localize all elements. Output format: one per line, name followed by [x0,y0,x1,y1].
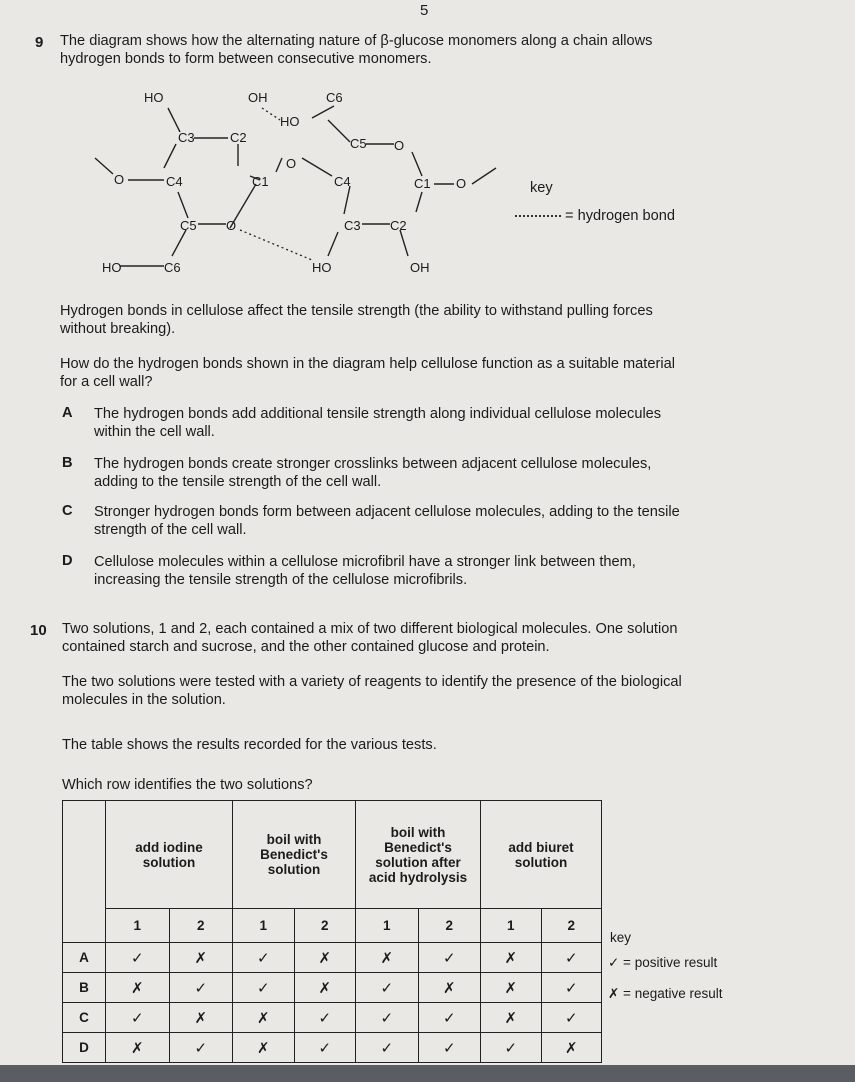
page-edge-shadow [0,1065,855,1082]
bond [276,158,282,172]
bond [168,108,180,132]
table-row-d[interactable] [63,1033,602,1063]
q10-intro-line-1: Two solutions, 1 and 2, each contained a mix of two different biological molecules. One solution [62,621,678,637]
label-o-ring-mid: O [286,156,297,171]
result-cell: ✓ [541,973,602,1003]
row-label: C [63,1003,106,1033]
label-oh-top: OH [248,90,268,105]
result-cell: ✗ [294,943,356,973]
table-subheader-row [63,909,602,943]
q10-prompt: Which row identifies the two solutions? [62,777,313,793]
q10-intro-line-2: contained starch and sucrose, and the other contained glucose and protein. [62,639,550,655]
result-cell: ✓ [356,973,419,1003]
label-c6-bottom: C6 [164,260,181,275]
result-cell: ✗ [418,973,481,1003]
label-c1-right: C1 [414,176,431,191]
bond [312,106,334,118]
subheader-cell: 1 [481,909,542,943]
result-cell: ✓ [233,943,295,973]
result-cell: ✗ [481,973,542,1003]
table-row-b[interactable] [63,973,602,1003]
label-o-ring-left: O [226,218,237,233]
label-o-ring-right: O [394,138,405,153]
header-benedicts [233,801,356,909]
subheader-cell: 2 [418,909,481,943]
bond [164,144,176,168]
bond [172,230,186,256]
question-10-number: 10 [30,622,47,639]
label-c2-left: C2 [230,130,247,145]
header-line: Benedict's [260,847,328,862]
option-line: adding to the tensile strength of the cell wall. [94,474,382,490]
label-c4-mid: C4 [334,174,351,189]
q9-question [60,355,675,391]
q10-paragraph-2 [62,673,682,709]
result-cell: ✓ [418,1003,481,1033]
label-c1-mid: C1 [252,174,269,189]
label-o-link-left: O [114,172,125,187]
result-cell: ✗ [233,1003,295,1033]
result-cell: ✗ [169,1003,233,1033]
header-line: add iodine [135,839,203,855]
option-text [94,405,774,441]
label-ho-top-left: HO [144,90,164,105]
label-ho-bottom-mid: HO [312,260,332,275]
result-cell: ✓ [418,1033,481,1063]
result-cell: ✗ [481,943,542,973]
label-c5-left: C5 [180,218,197,233]
hydrogen-bond-line-icon [515,215,561,217]
option-text [94,553,774,589]
header-line: boil with [390,824,446,840]
table-row-a[interactable] [63,943,602,973]
q10-key-negative: ✗ = negative result [608,986,723,1001]
result-cell: ✓ [294,1033,356,1063]
option-line: Cellulose molecules within a cellulose microfibril have a stronger link between them, [94,554,636,570]
question-9-number: 9 [35,34,44,51]
result-cell: ✓ [294,1003,356,1033]
page-number: 5 [420,2,429,19]
label-o-link-right: O [456,176,467,191]
table-header-row [63,801,602,909]
label-c3-left: C3 [178,130,195,145]
result-cell: ✓ [541,1003,602,1033]
label-c3-right: C3 [344,218,361,233]
bond [472,168,496,184]
result-cell: ✓ [541,943,602,973]
bond [416,192,422,212]
table-row-c[interactable] [63,1003,602,1033]
result-cell: ✗ [294,973,356,1003]
result-cell: ✓ [106,1003,170,1033]
row-label-header [63,801,106,943]
header-line: solution after [375,854,461,870]
label-oh-bottom-right: OH [410,260,430,275]
label-c5-right: C5 [350,136,367,151]
q10-paragraph-3: The table shows the results recorded for the various tests. [62,737,437,753]
result-cell: ✓ [233,973,295,1003]
option-line: within the cell wall. [94,424,215,440]
q10-para-line-1: The two solutions were tested with a variety of reagents to identify the presence of the biological [62,674,682,690]
subheader-cell: 1 [106,909,170,943]
result-cell: ✗ [106,1033,170,1063]
result-cell: ✓ [418,943,481,973]
q9-key-title: key [530,180,553,196]
option-line: The hydrogen bonds add additional tensile strength along individual cellulose molecules [94,406,662,422]
q9-para-line-2: without breaking). [60,321,176,337]
option-line: increasing the tensile strength of the cellulose microfibrils. [94,572,468,588]
subheader-cell: 1 [356,909,419,943]
result-cell: ✓ [356,1003,419,1033]
header-benedicts-hydrolysis [356,801,481,909]
option-line: The hydrogen bonds create stronger crosslinks between adjacent cellulose molecules, [94,456,652,472]
header-line: solution [267,862,321,877]
hydrogen-bond-top [262,108,280,120]
q9-intro-line-2: hydrogen bonds to form between consecutive monomers. [60,51,432,67]
label-c6-top: C6 [326,90,343,105]
header-line: solution [514,854,568,870]
result-cell: ✗ [233,1033,295,1063]
q9-question-line-2: for a cell wall? [60,374,153,390]
subheader-cell: 1 [233,909,295,943]
header-line: boil with [266,832,322,847]
result-cell: ✓ [169,1033,233,1063]
q9-key-entry [515,208,675,224]
option-line: Stronger hydrogen bonds form between adjacent cellulose molecules, adding to the tensile [94,504,680,520]
result-cell: ✓ [481,1033,542,1063]
option-letter: B [62,455,73,471]
label-ho-top-mid: HO [280,114,300,129]
row-label: B [63,973,106,1003]
bond [95,158,113,174]
q10-para-line-2: molecules in the solution. [62,692,226,708]
option-line: strength of the cell wall. [94,522,247,538]
bond [412,152,422,176]
result-cell: ✗ [481,1003,542,1033]
header-line: acid hydrolysis [368,869,468,885]
q9-paragraph [60,302,653,338]
label-c2-right: C2 [390,218,407,233]
question-10-intro [62,620,677,656]
results-table [62,800,602,1063]
option-text [94,455,774,491]
subheader-cell: 2 [169,909,233,943]
q9-para-line-1: Hydrogen bonds in cellulose affect the tensile strength (the ability to withstand pulling forces [60,303,653,319]
cellulose-hydrogen-bond-diagram [80,80,520,285]
q9-question-line-1: How do the hydrogen bonds shown in the diagram help cellulose function as a suitable material [60,356,675,372]
row-label: D [63,1033,106,1063]
q10-key-positive: ✓ = positive result [608,955,718,970]
result-cell: ✗ [106,973,170,1003]
bond [328,232,338,256]
header-biuret [481,801,602,909]
result-cell: ✗ [541,1033,602,1063]
option-text [94,503,774,539]
bond [400,230,408,256]
header-iodine [106,801,233,909]
label-ho-bottom-left: HO [102,260,122,275]
q9-key-text: = hydrogen bond [565,208,675,224]
row-label: A [63,943,106,973]
subheader-cell: 2 [294,909,356,943]
header-line: Benedict's [384,839,452,855]
label-c4-left: C4 [166,174,183,189]
question-9-intro [60,32,652,68]
option-letter: C [62,503,73,519]
option-letter: D [62,553,73,569]
result-cell: ✓ [356,1033,419,1063]
bond [178,192,188,218]
result-cell: ✗ [356,943,419,973]
result-cell: ✓ [169,973,233,1003]
header-line: solution [142,854,196,870]
result-cell: ✓ [106,943,170,973]
hydrogen-bond-bottom [240,230,312,260]
subheader-cell: 2 [541,909,602,943]
q10-key-title: key [610,930,632,945]
bond [344,186,350,214]
result-cell: ✗ [169,943,233,973]
header-line: add biuret [508,839,574,855]
option-letter: A [62,405,73,421]
q9-intro-line-1: The diagram shows how the alternating nature of β-glucose monomers along a chain allows [60,33,653,49]
bond [302,158,332,176]
bond [328,120,350,142]
